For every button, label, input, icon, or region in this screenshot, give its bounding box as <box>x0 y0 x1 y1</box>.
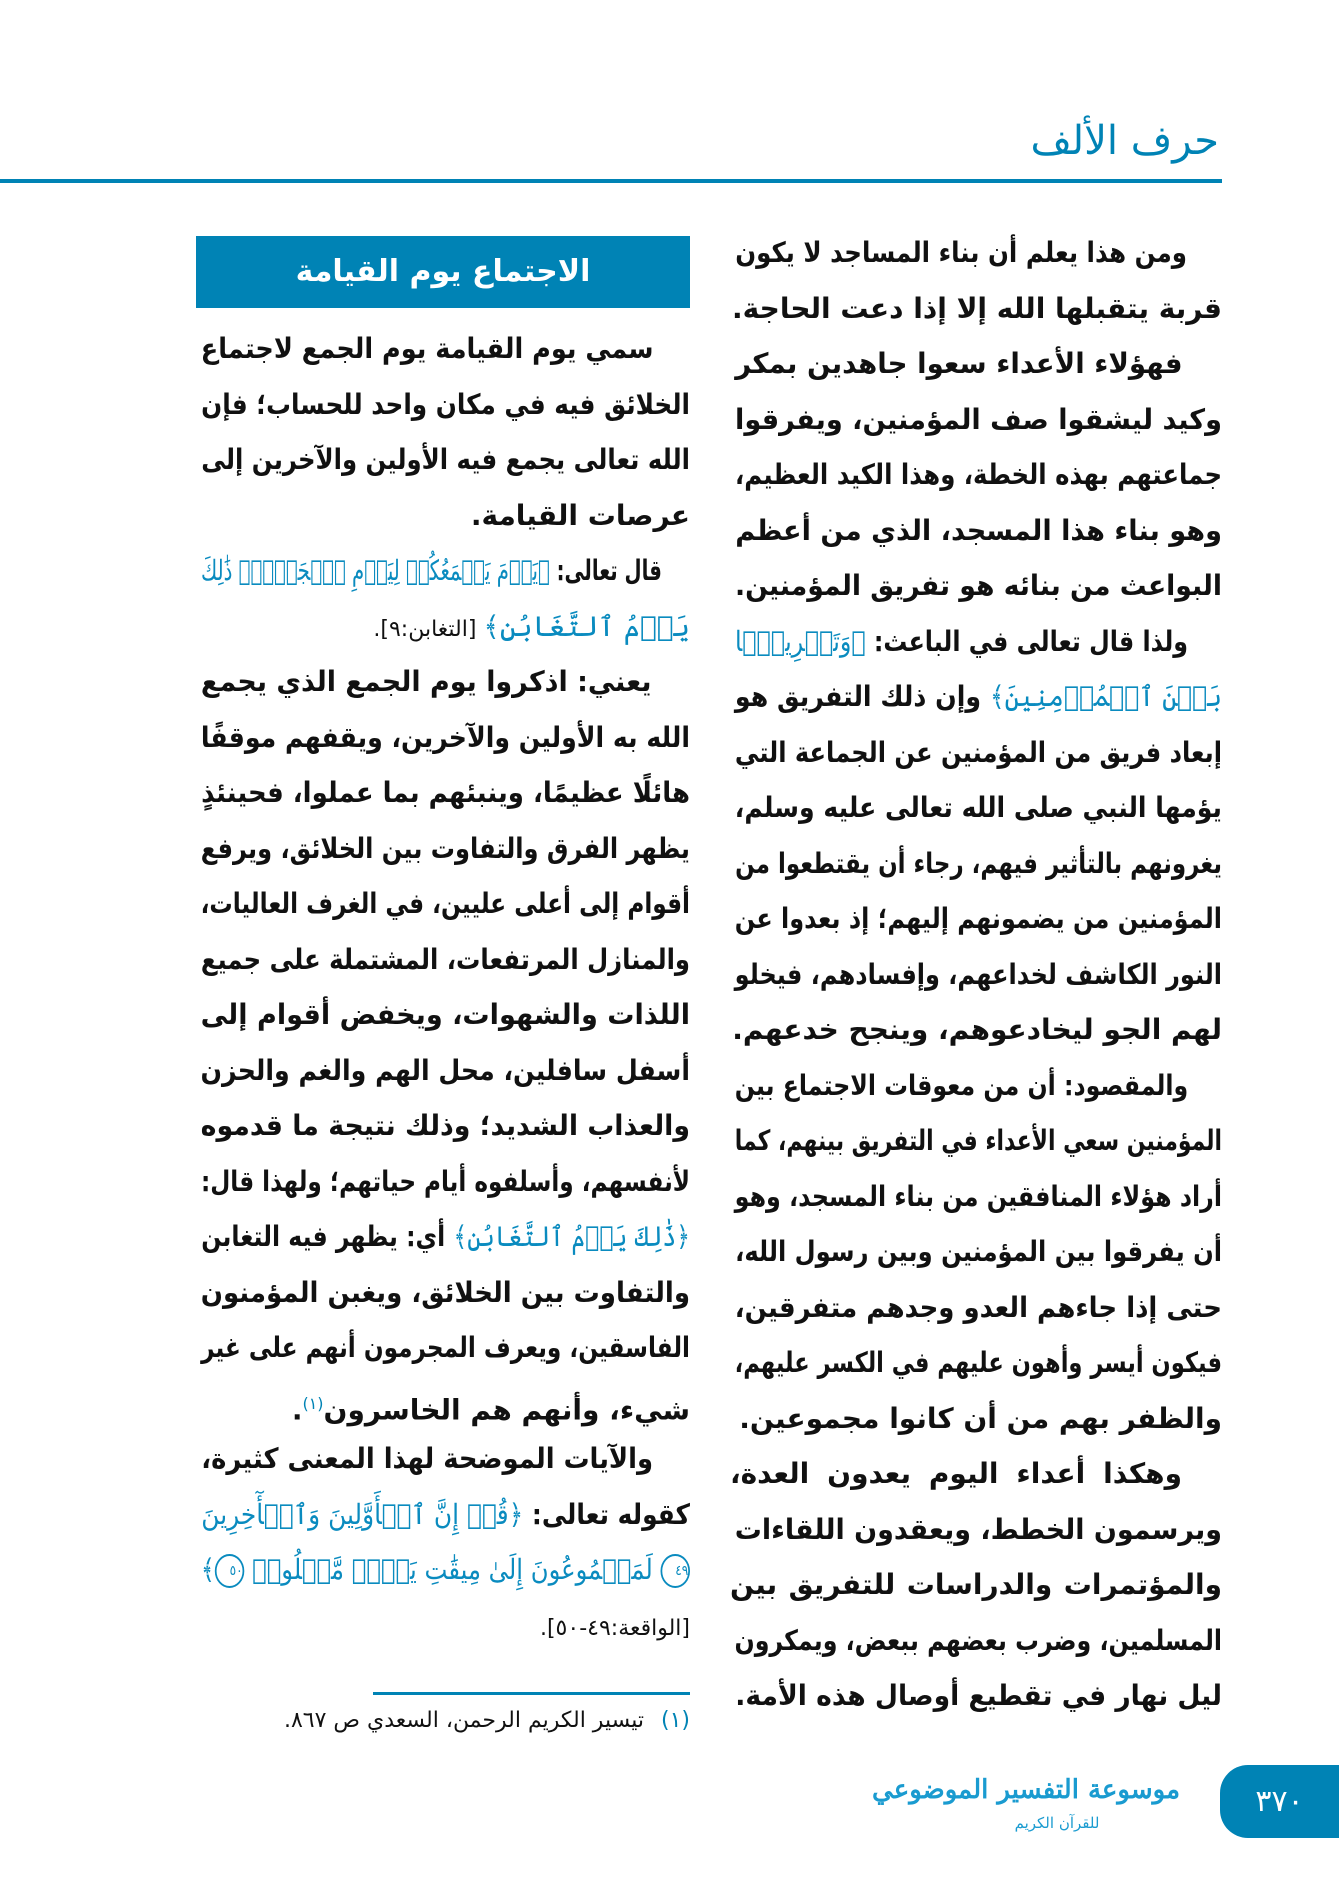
text-line: أن يفرقوا بين المؤمنين وبين رسول الله، <box>735 1235 1222 1268</box>
text-line: المؤمنين سعي الأعداء في التفريق بينهم، كما <box>734 1124 1222 1157</box>
text-line <box>200 1542 690 1598</box>
text-run: كقوله تعالى: <box>523 1497 690 1531</box>
encyclopedia-logo <box>872 1768 1180 1846</box>
header-rule <box>0 179 1222 183</box>
text-line: والمؤتمرات والدراسات للتفريق بين <box>730 1568 1222 1601</box>
text-run: شيء، وأنهم هم الخاسرون <box>323 1392 690 1426</box>
text-line <box>201 543 690 599</box>
text-line: فهؤلاء الأعداء سعوا جاهدين بمكر <box>735 347 1183 380</box>
left-column <box>196 321 690 1653</box>
text-line: سمي يوم القيامة يوم الجمع لاجتماع <box>200 332 654 365</box>
page-number: ٣٧٠ <box>1220 1765 1339 1838</box>
text-run: قال تعالى: <box>549 554 662 587</box>
text-line: الفاسقين، ويعرف المجرمون أنهم على غير <box>201 1331 690 1364</box>
paragraph <box>730 614 1222 1058</box>
citation: [التغابن:٩]. <box>373 616 484 642</box>
text-line: لهم الجو ليخادعوهم، وينجح خدعهم. <box>732 1013 1222 1046</box>
text-line: المسلمين، وضرب بعضهم ببعض، ويمكرون <box>734 1623 1222 1657</box>
paragraph <box>730 1446 1222 1724</box>
text-line: يؤمها النبي صلى الله تعالى عليه وسلم، <box>734 791 1222 824</box>
text-line: والمنازل المرتفعات، المشتملة على جميع <box>200 942 691 976</box>
quran-verse: ﴾ <box>200 1553 215 1586</box>
text-line: المؤمنين من يضمونهم إليهم؛ إذ بعدوا عن <box>734 902 1222 935</box>
ayah-number-marker: ٤٩ <box>661 1554 690 1588</box>
text-line <box>196 1598 690 1654</box>
quran-verse: بَيۡنَ ٱلۡمُؤۡمِنِينَ﴾ <box>989 680 1222 713</box>
text-line <box>196 599 690 655</box>
footnote-text: تيسير الكريم الرحمن، السعدي ص ٨٦٧. <box>283 1708 644 1733</box>
text-line <box>735 614 1222 670</box>
paragraph <box>196 654 690 1431</box>
quran-verse: ﴿يَوۡمَ يَجۡمَعُكُمۡ لِيَوۡمِ ٱلۡجَمۡعِۖ ذَٰلِكَ <box>201 554 550 587</box>
text-line: ليل نهار في تقطيع أوصال هذه الأمة. <box>735 1679 1222 1712</box>
text-line: الخلائق فيه في مكان واحد للحساب؛ فإن <box>201 387 690 421</box>
running-title: حرف الألف <box>1030 118 1219 164</box>
text-line: أسفل سافلين، محل الهم والغم والحزن <box>200 1053 690 1087</box>
text-line: والظفر بهم من أن كانوا مجموعين. <box>739 1401 1222 1435</box>
paragraph <box>196 1431 690 1653</box>
text-line: الله تعالى يجمع فيه الأولين والآخرين إلى <box>201 443 690 476</box>
quran-verse: ﴿قُلۡ إِنَّ ٱلۡأَوَّلِينَ وَٱلۡأٓخِرِينَ <box>201 1497 524 1531</box>
text-line: اللذات والشهوات، ويخفض أقوام إلى <box>200 998 690 1031</box>
text-line: أقوام إلى أعلى عليين، في الغرف العاليات، <box>200 887 691 920</box>
ayah-number-marker: ٥٠ <box>215 1554 244 1588</box>
right-column <box>730 225 1222 1724</box>
text-line: وهو بناء هذا المسجد، الذي من أعظم <box>735 513 1222 547</box>
paragraph <box>730 1058 1222 1447</box>
text-line: أراد هؤلاء المنافقين من بناء المسجد، وهو <box>734 1179 1222 1213</box>
text-line: إبعاد فريق من المؤمنين عن الجماعة التي <box>734 735 1222 769</box>
text-run: ولذا قال تعالى في الباعث: <box>865 624 1189 658</box>
text-line: وكيد ليشقوا صف المؤمنين، ويفرقوا <box>735 402 1222 436</box>
quran-verse: يَوۡمُ ٱلتَّغَابُنِ﴾ <box>483 609 690 643</box>
text-line <box>734 669 1222 725</box>
text-line: لأنفسهم، وأسلفوه أيام حياتهم؛ ولهذا قال: <box>200 1164 690 1198</box>
text-line: والعذاب الشديد؛ وذلك نتيجة ما قدموه <box>200 1109 690 1142</box>
text-run: أي: يظهر فيه التغابن <box>201 1220 454 1253</box>
text-line: والمقصود: أن من معوقات الاجتماع بين <box>734 1068 1189 1102</box>
text-line <box>201 1209 690 1265</box>
footnote-rule <box>373 1692 690 1695</box>
text-line: وهكذا أعداء اليوم يعدون العدة، <box>730 1457 1182 1490</box>
quran-verse: ﴿ذَٰلِكَ يَوۡمُ ٱلتَّغَابُنِ﴾ <box>453 1220 690 1253</box>
text-line: جماعتهم بهذه الخطة، وهذا الكيد العظيم، <box>735 458 1222 491</box>
text-line: يظهر الفرق والتفاوت بين الخلائق، ويرفع <box>200 831 691 865</box>
text-line: عرصات القيامة. <box>470 498 690 532</box>
text-line <box>201 1487 690 1543</box>
footnote <box>284 1708 690 1733</box>
paragraph <box>196 321 690 543</box>
logo-title: موسوعة التفسير الموضوعي <box>872 1775 1180 1805</box>
text-line: والآيات الموضحة لهذا المعنى كثيرة، <box>201 1442 654 1475</box>
paragraph <box>730 336 1222 614</box>
section-heading: الاجتماع يوم القيامة <box>196 236 690 308</box>
text-line: يعني: اذكروا يوم الجمع الذي يجمع <box>200 665 652 698</box>
citation: [الواقعة:٤٩-٥٠]. <box>539 1615 690 1641</box>
footnote-ref: (١) <box>302 1393 324 1413</box>
text-line: ويرسمون الخطط، ويعقدون اللقاءات <box>734 1512 1222 1546</box>
text-line: هائلًا عظيمًا، وينبئهم بما عملوا، فحينئذٍ <box>201 776 690 809</box>
paragraph <box>730 225 1222 336</box>
logo-subtitle: للقرآن الكريم <box>1014 1814 1100 1832</box>
text-line: يغرونهم بالتأثير فيهم، رجاء أن يقتطعوا من <box>735 846 1222 880</box>
text-line: قربة يتقبلها الله إلا إذا دعت الحاجة. <box>732 291 1222 325</box>
footnote-number: (١) <box>660 1708 690 1733</box>
text-line: ومن هذا يعلم أن بناء المساجد لا يكون <box>735 236 1188 269</box>
quran-verse: لَمَجۡمُوعُونَ إِلَىٰ مِيقَٰتِ يَوۡمٖ مَّعۡلُومٖ <box>244 1553 661 1586</box>
text-line: البواعث من بنائه هو تفريق المؤمنين. <box>734 569 1222 602</box>
text-run: وإن ذلك التفريق هو <box>734 680 990 713</box>
text-line: والتفاوت بين الخلائق، ويغبن المؤمنون <box>200 1275 690 1309</box>
text-run: . <box>291 1392 303 1426</box>
paragraph <box>196 543 690 654</box>
text-line: النور الكاشف لخداعهم، وإفسادهم، فيخلو <box>734 957 1222 991</box>
text-line <box>196 1376 690 1432</box>
text-line: حتى إذا جاءهم العدو وجدهم متفرقين، <box>734 1290 1222 1324</box>
text-line: الله به الأولين والآخرين، ويقفهم موقفًا <box>200 720 690 754</box>
text-line: فيكون أيسر وأهون عليهم في الكسر عليهم، <box>734 1346 1222 1379</box>
quran-verse: ﴿وَتَفۡرِيقَۢا <box>735 624 866 658</box>
